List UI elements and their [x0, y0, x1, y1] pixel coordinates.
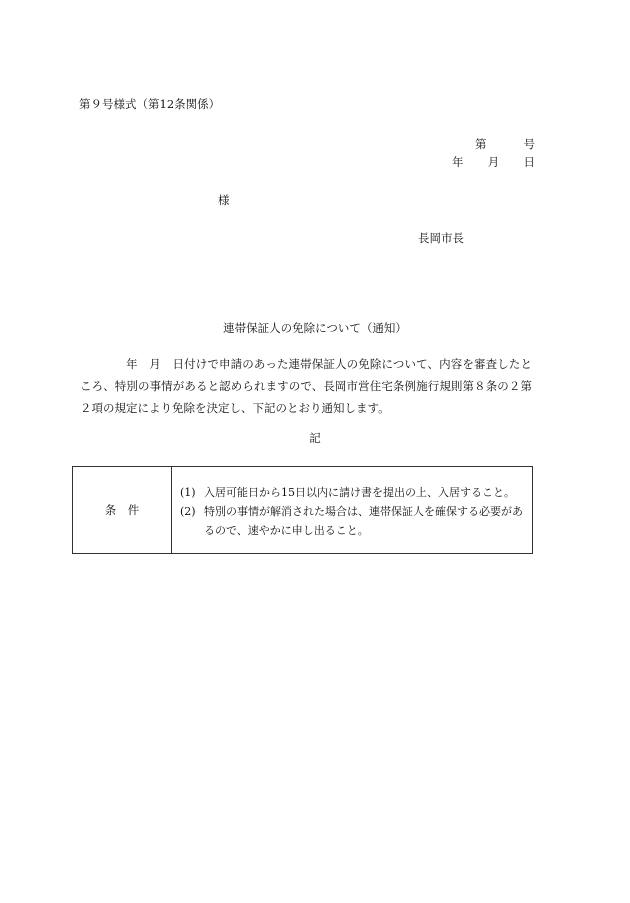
date-year: 年 [452, 155, 464, 169]
conditions-label-cell [73, 467, 172, 553]
sender-name: 長岡市長 [418, 231, 464, 245]
date-day: 日 [523, 155, 535, 169]
document-number-line [475, 136, 535, 152]
document-title: 連帯保証人の免除について（通知） [223, 321, 407, 335]
condition-number: (2) [180, 505, 196, 518]
condition-item [180, 483, 528, 502]
doc-number-suffix: 号 [523, 137, 535, 151]
date-line [452, 154, 535, 170]
body-paragraph: 年 月 日付けで申請のあった連帯保証人の免除について、内容を審査したところ、特別の事情があると認められますので、長岡市営住宅条例施行規則第８条の２第２項の規定により免除を決定し、下記のとおり通知します。 [80, 357, 532, 415]
condition-text: 入居可能日から15日以内に請け書を提出の上、入居すること。 [204, 486, 515, 499]
date-month: 月 [487, 155, 500, 169]
conditions-content-cell [172, 467, 532, 553]
condition-item [180, 502, 528, 540]
ki-marker: 記 [309, 431, 321, 445]
conditions-table [72, 466, 533, 554]
doc-number-prefix: 第 [475, 137, 487, 151]
condition-number: (1) [180, 486, 196, 499]
recipient-honorific: 様 [218, 193, 230, 207]
condition-text: 特別の事情が解消された場合は、連帯保証人を確保する必要があるので、速やかに申し出ること。 [204, 505, 523, 537]
conditions-label: 条 件 [104, 503, 140, 517]
form-number: 第９号様式（第12条関係） [79, 97, 221, 111]
